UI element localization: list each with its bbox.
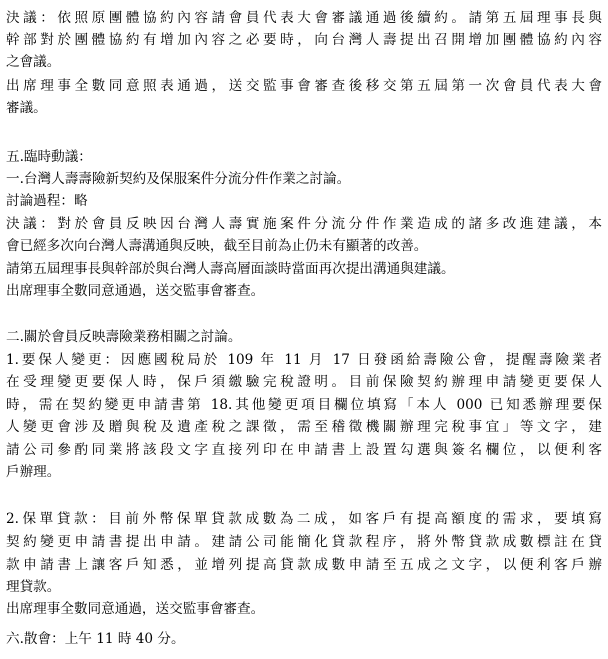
- motion-1-heading: 一.台灣人壽壽險新契約及保服案件分流分件作業之討論。: [6, 171, 351, 187]
- item-2-line-2: 契約變更申請書提出申請。建請公司能簡化貸款程序，將外幣貸款成數標註在貸: [6, 534, 602, 550]
- approval-line-2: 審議。: [6, 100, 47, 116]
- item-1-line-5: 請公司參酌同業將該段文字直接列印在申請書上設置勾選與簽名欄位，以便利客: [6, 442, 602, 458]
- adjournment: 六.散會：上午 11 時 40 分。: [6, 631, 185, 647]
- motion-1-resolution-line-2: 會已經多次向台灣人壽溝通與反映，截至目前為止仍未有顯著的改善。: [6, 238, 428, 254]
- item-1-line-4: 人變更會涉及贈與稅及遺產稅之課徵，需至稽徵機關辦理完稅事宜」等文字，建: [6, 419, 602, 435]
- resolution-line-1: 決議：依照原團體協約內容請會員代表大會審議通過後續約。請第五屆理事長與: [6, 10, 602, 26]
- motion-1-discussion: 討論過程：略: [6, 193, 88, 209]
- section-heading-motions: 五.臨時動議：: [6, 149, 92, 165]
- item-1-line-6: 戶辦理。: [6, 464, 61, 480]
- item-1-line-2: 在受理變更要保人時，保戶須繳驗完稅證明。目前保險契約辦理申請變更要保人: [6, 374, 602, 390]
- item-2-line-1: 2.保單貸款：目前外幣保單貸款成數為二成，如客戶有提高額度的需求，要填寫: [6, 511, 602, 527]
- motion-1-request: 請第五屆理事長與幹部於與台灣人壽高層面談時當面再次提出溝通與建議。: [6, 261, 455, 277]
- item-1-line-1: 1.要保人變更：因應國稅局於 109 年 11 月 17 日發函給壽險公會，提醒壽險業者: [6, 352, 602, 368]
- motion-2-heading: 二.關於會員反映壽險業務相關之討論。: [6, 329, 242, 345]
- motion-1-approval: 出席理事全數同意通過，送交監事會審查。: [6, 283, 265, 299]
- item-1-line-3: 時，需在契約變更申請書第 18.其他變更項目欄位填寫「本人 000 已知悉辦理要保: [6, 397, 602, 413]
- motion-2-approval: 出席理事全數同意通過，送交監事會審查。: [6, 601, 265, 617]
- approval-line-1: 出席理事全數同意照表通過，送交監事會審查後移交第五屆第一次會員代表大會: [6, 78, 602, 94]
- motion-1-resolution-line-1: 決議：對於會員反映因台灣人壽實施案件分流分件作業造成的諸多改進建議，本: [6, 216, 602, 232]
- resolution-line-3: 之會議。: [6, 54, 61, 70]
- item-2-line-4: 理貸款。: [6, 579, 61, 595]
- item-2-line-3: 款申請書上讓客戶知悉，並增列提高貸款成數申請至五成之文字，以便利客戶辦: [6, 557, 602, 573]
- resolution-line-2: 幹部對於團體協約有增加內容之必要時，向台灣人壽提出召開增加團體協約內容: [6, 32, 602, 48]
